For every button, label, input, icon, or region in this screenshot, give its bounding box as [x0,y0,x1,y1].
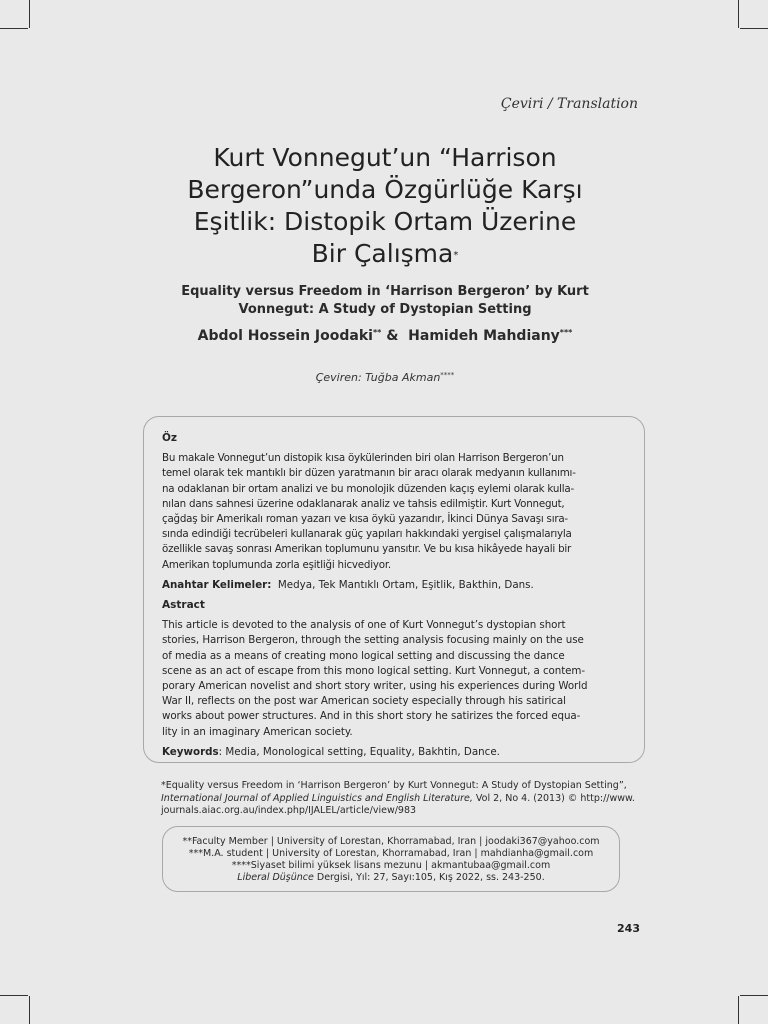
title-line: Bergeron”unda Özgürlüğe Karşı [187,175,583,204]
oz-text-line: Bu makale Vonnegut’un distopik kısa öykülerinden biri olan Harrison Bergeron’un [162,452,564,465]
title-line [140,238,630,270]
subtitle-line: Vonnegut: A Study of Dystopian Setting [238,302,532,317]
citation-note [161,780,661,818]
author-footnote-mark: *** [559,328,573,337]
oz-text-line: çağdaş bir Amerikalı roman yazarı ve kısa öykü yazarıdır, İkinci Dünya Savaşı sıra- [162,513,568,526]
section-label: Çeviri / Translation [500,96,638,112]
author-line [120,328,650,344]
footnote-issue: Dergisi, Yıl: 27, Sayı:105, Kış 2022, ss. 243-250. [313,872,545,883]
oz-text-line: özellikle savaş sonrası Amerikan toplumunu yansıtır. Ve bu kısa hikâyede hayali bir [162,543,572,556]
english-keywords-label: Keywords [162,745,219,758]
oz-text-line: sında edindiği tecrübeleri kullanarak güç yapıları hakkındaki yergisel çalışmalarıyla [162,528,572,541]
author-name: Hamideh Mahdiany [408,328,560,344]
page-number: 243 [617,922,640,935]
oz-heading: Öz [162,432,178,444]
crop-mark-bottom-left [29,996,30,1024]
crop-mark-top-left [0,28,28,29]
crop-mark-top-left [29,0,30,28]
footnote-line: **Faculty Member | University of Lorestan, Khorramabad, Iran | joodaki367@yahoo.com [182,836,600,847]
english-keywords-text: : Media, Monological setting, Equality, Bakhtin, Dance. [218,745,500,758]
abstract-text-line: scene as an act of escape from this mono logical setting. Kurt Vonnegut, a contem- [162,664,585,677]
abstract-text-line: of media as a means of creating mono logical setting and discussing the dance [162,649,565,662]
translator-name: Çeviren: Tuğba Akman [315,371,441,384]
title-footnote-mark: * [453,250,459,261]
author-name: Abdol Hossein Joodaki [197,328,373,344]
oz-text-line: temel olarak tek mantıklı bir düzen yaratmanın bir aracı olarak medyanın kullanımı- [162,467,576,480]
title-line: Eşitlik: Distopik Ortam Üzerine [193,207,577,236]
translator-footnote-mark: **** [440,371,455,379]
crop-mark-top-right [738,0,739,28]
oz-paragraph [162,451,626,573]
author-footnote-mark: ** [372,328,382,337]
footnote-line: ****Siyaset bilimi yüksek lisans mezunu | akmantubaa@gmail.com [231,860,551,871]
abstract-text-line: lity in an imaginary American society. [162,725,353,738]
crop-mark-bottom-right [738,996,739,1024]
citation-details: Vol 2, No 4. (2013) © http://www. [472,792,635,804]
title-line: Kurt Vonnegut’un “Harrison [213,143,557,172]
footnote-line: ***M.A. student | University of Lorestan, Khorramabad, Iran | mahdianha@gmail.com [188,848,594,859]
turkish-keywords-label: Anahtar Kelimeler: [162,578,272,591]
abstract-text-line: This article is devoted to the analysis of one of Kurt Vonnegut’s dystopian short [162,619,566,632]
title-line-text: Bir Çalışma [311,239,454,268]
article-title [140,142,630,270]
citation-line [161,793,661,806]
subtitle-line: Equality versus Freedom in ‘Harrison Bergeron’ by Kurt [181,284,589,299]
crop-mark-bottom-left [0,995,28,996]
citation-line: *Equality versus Freedom in ‘Harrison Bergeron’ by Kurt Vonnegut: A Study of Dystopian Setting”, [161,780,627,791]
abstract-paragraph [162,618,626,740]
oz-text-line: nılan dans sahnesi üzerine odaklanarak analiz ve tahsis edilmiştir. Kurt Vonnegut, [162,497,565,510]
footnotes-box [162,826,620,892]
oz-text-line: na odaklanan bir ortam analizi ve bu monolojik düzenden kaçış eylemi olarak kulla- [162,482,574,495]
abstract-text-line: stories, Harrison Bergeron, through the setting analysis focusing mainly on the use [162,634,584,647]
abstract-text-line: War II, reflects on the post war American society especially through his satirical [162,695,566,708]
footnote-journal: Liberal Düşünce [237,872,314,883]
crop-mark-bottom-right [740,995,768,996]
abstract-text-line: works about power structures. And in this short story he satirizes the forced equa- [162,710,581,723]
crop-mark-top-right [740,28,768,29]
abstract-heading: Astract [162,599,205,612]
author-separator: & [386,328,399,344]
abstract-text-line: porary American novelist and short story writer, using his experiences during World [162,680,588,693]
turkish-keywords [162,578,626,593]
abstract-box [143,416,645,763]
english-title [160,283,610,319]
citation-url: journals.aiac.org.au/index.php/IJALEL/article/view/983 [161,805,417,816]
translator-line [200,371,570,384]
turkish-keywords-text: Medya, Tek Mantıklı Ortam, Eşitlik, Bakthin, Dans. [277,578,534,591]
citation-journal: International Journal of Applied Linguistics and English Literature, [161,792,473,804]
oz-text-line: Amerikan toplumunda zorla eşitliği hicvediyor. [162,558,391,571]
footnote-line [163,872,619,884]
english-keywords [162,745,626,760]
